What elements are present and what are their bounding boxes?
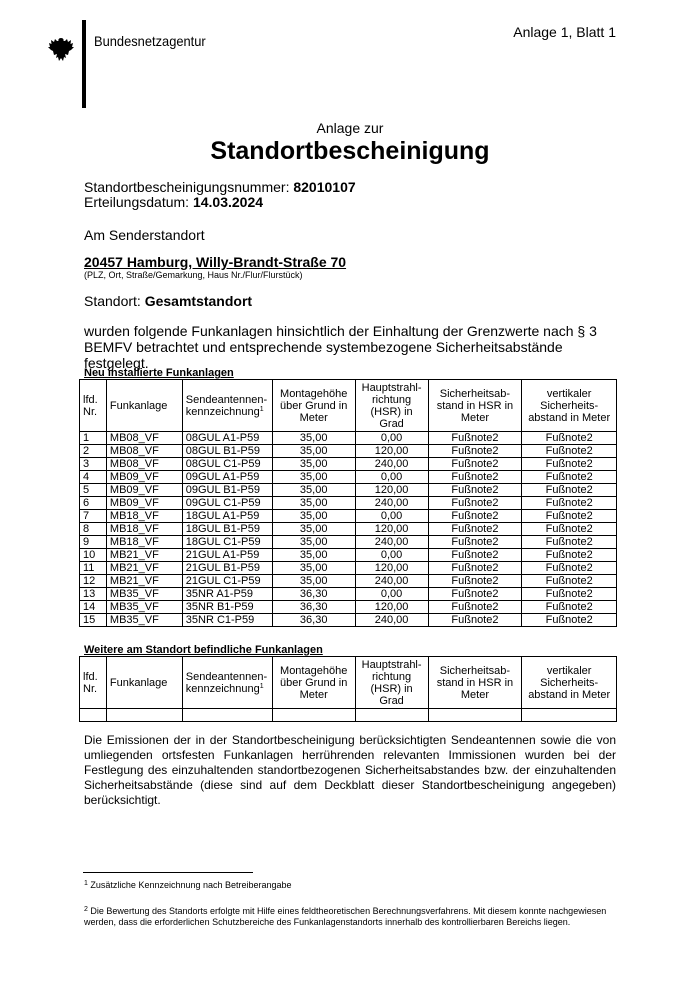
cell-vertikal: Fußnote2: [522, 445, 617, 458]
cell-sendeantennen: 09GUL C1-P59: [182, 497, 272, 510]
address-hint: (PLZ, Ort, Straße/Gemarkung, Haus Nr./Flur/Flurstück): [84, 270, 303, 280]
location-address: 20457 Hamburg, Willy-Brandt-Straße 70: [84, 254, 347, 270]
issue-date-line: [84, 194, 263, 210]
col-funkanlage: Funkanlage: [106, 657, 182, 709]
cell-funkanlage: MB21_VF: [106, 562, 182, 575]
cell-hsr: 240,00: [355, 614, 428, 627]
cell-hsr: 240,00: [355, 458, 428, 471]
cell-funkanlage: MB09_VF: [106, 471, 182, 484]
cell-sicherheitsabstand: Fußnote2: [428, 458, 522, 471]
col-montagehoehe: Montagehöhe über Grund in Meter: [272, 380, 355, 432]
issue-date: 14.03.2024: [192, 194, 264, 210]
cell-hsr: 120,00: [355, 562, 428, 575]
cell-sicherheitsabstand: Fußnote2: [428, 497, 522, 510]
cell-sicherheitsabstand: Fußnote2: [428, 432, 522, 445]
other-installations-caption: Weitere am Standort befindliche Funkanlagen: [84, 644, 323, 656]
cell-sendeantennen: 18GUL A1-P59: [182, 510, 272, 523]
cell-sendeantennen: 21GUL B1-P59: [182, 562, 272, 575]
cell-sendeantennen: 09GUL A1-P59: [182, 471, 272, 484]
cell-montagehoehe: 36,30: [272, 614, 355, 627]
cell-sendeantennen: 18GUL B1-P59: [182, 523, 272, 536]
cell-lfd: 7: [80, 510, 107, 523]
cell-montagehoehe: 35,00: [272, 510, 355, 523]
col-vertikal: vertikaler Sicherheits-abstand in Meter: [522, 657, 617, 709]
standort-line: [84, 293, 252, 309]
cell-vertikal: Fußnote2: [522, 588, 617, 601]
cell-funkanlage: MB08_VF: [106, 458, 182, 471]
col-hsr: Hauptstrahl-richtung (HSR) in Grad: [355, 657, 428, 709]
table-row: [80, 588, 617, 601]
cell-vertikal: Fußnote2: [522, 432, 617, 445]
certificate-number: 82010107: [293, 179, 356, 195]
cell-lfd: 4: [80, 471, 107, 484]
issue-date-label: Erteilungsdatum:: [84, 194, 190, 210]
footnote-1-ref: 1: [259, 682, 264, 690]
cell-lfd: 5: [80, 484, 107, 497]
table-row: [80, 484, 617, 497]
table-row: [80, 497, 617, 510]
cell-hsr: 0,00: [355, 510, 428, 523]
footnote-2: $^2$ Die Bewertung des Standorts erfolgte mit Hilfe eines feldtheoretischen Berechnungsverfahrens. Mit diesem konnte nachgewiesen werden, dass die erforderlichen Schutzbereiche des Funkanlagenstandorts innerhalb des kontrollierbaren Bereichs liegen.: [84, 906, 607, 927]
cell-sendeantennen: 35NR C1-P59: [182, 614, 272, 627]
cell-hsr: 120,00: [355, 523, 428, 536]
col-sicherheitsabstand: Sicherheitsab-stand in HSR in Meter: [428, 657, 522, 709]
cell-vertikal: Fußnote2: [522, 471, 617, 484]
cell-funkanlage: MB35_VF: [106, 588, 182, 601]
cell-sicherheitsabstand: Fußnote2: [428, 484, 522, 497]
location-intro: Am Senderstandort: [84, 227, 205, 243]
cell-sendeantennen: 09GUL B1-P59: [182, 484, 272, 497]
col-sendeantennen: Sendeantennen-kennzeichnung$^1$: [182, 380, 272, 432]
table-row: [80, 709, 617, 722]
cell-montagehoehe: 35,00: [272, 458, 355, 471]
cell-funkanlage: MB35_VF: [106, 614, 182, 627]
cell-hsr: 0,00: [355, 549, 428, 562]
cell-montagehoehe: 35,00: [272, 523, 355, 536]
cell-vertikal: Fußnote2: [522, 510, 617, 523]
cell-lfd: 8: [80, 523, 107, 536]
table-row: [80, 458, 617, 471]
col-montagehoehe: Montagehöhe über Grund in Meter: [272, 657, 355, 709]
cell-lfd: 2: [80, 445, 107, 458]
cell-sicherheitsabstand: Fußnote2: [428, 445, 522, 458]
table-row: [80, 523, 617, 536]
cell-hsr: 0,00: [355, 588, 428, 601]
cell-sendeantennen: 35NR A1-P59: [182, 588, 272, 601]
cell-vertikal: Fußnote2: [522, 497, 617, 510]
new-installations-table: [79, 379, 617, 627]
cell-vertikal: Fußnote2: [522, 549, 617, 562]
cell-montagehoehe: 36,30: [272, 588, 355, 601]
cell-montagehoehe: 35,00: [272, 562, 355, 575]
cell-lfd: 11: [80, 562, 107, 575]
cell-sicherheitsabstand: Fußnote2: [428, 588, 522, 601]
cell-sendeantennen: 21GUL A1-P59: [182, 549, 272, 562]
intro-text: wurden folgende Funkanlagen hinsichtlich der Einhaltung der Grenzwerte nach § 3 BEMFV betrachtet und entsprechende systembezogene Sicherheitsabstände festgelegt.: [84, 323, 597, 371]
cell-sendeantennen: 18GUL C1-P59: [182, 536, 272, 549]
cell-montagehoehe: 35,00: [272, 445, 355, 458]
cell-hsr: 120,00: [355, 601, 428, 614]
cell-montagehoehe: 35,00: [272, 471, 355, 484]
col-sendeantennen: Sendeantennen-kennzeichnung$^1$: [182, 657, 272, 709]
table-row: [80, 471, 617, 484]
cell-sendeantennen: 08GUL B1-P59: [182, 445, 272, 458]
table-row: [80, 562, 617, 575]
cell-montagehoehe: 35,00: [272, 497, 355, 510]
footnote-divider: [83, 872, 253, 873]
anlage-label: Anlage 1, Blatt 1: [513, 24, 616, 40]
new-installations-caption: Neu installierte Funkanlagen: [84, 367, 234, 379]
standort-value: Gesamtstandort: [144, 293, 253, 309]
cell-sendeantennen: 35NR B1-P59: [182, 601, 272, 614]
cell-lfd: 3: [80, 458, 107, 471]
cell-funkanlage: MB18_VF: [106, 510, 182, 523]
cell-hsr: 120,00: [355, 445, 428, 458]
cell-vertikal: Fußnote2: [522, 536, 617, 549]
cell-funkanlage: MB21_VF: [106, 575, 182, 588]
cell-vertikal: Fußnote2: [522, 484, 617, 497]
cell-montagehoehe: 35,00: [272, 432, 355, 445]
cell-hsr: 240,00: [355, 497, 428, 510]
cell-funkanlage: MB35_VF: [106, 601, 182, 614]
col-lfd: lfd. Nr.: [80, 657, 107, 709]
cell-sendeantennen: 08GUL A1-P59: [182, 432, 272, 445]
cell-vertikal: Fußnote2: [522, 575, 617, 588]
table-row: [80, 575, 617, 588]
other-installations-table: [79, 656, 617, 722]
table-row: [80, 432, 617, 445]
certificate-number-line: [84, 179, 356, 195]
cell-vertikal: Fußnote2: [522, 601, 617, 614]
cell-funkanlage: MB09_VF: [106, 497, 182, 510]
cell-sicherheitsabstand: Fußnote2: [428, 562, 522, 575]
col-vertikal: vertikaler Sicherheits-abstand in Meter: [522, 380, 617, 432]
federal-eagle-logo-icon: [48, 36, 74, 64]
cell-lfd: 13: [80, 588, 107, 601]
table-row: [80, 549, 617, 562]
cell-vertikal: Fußnote2: [522, 614, 617, 627]
emission-text: Die Emissionen der in der Standortbescheinigung berücksichtigten Sendeantennen sowie die von umliegenden ortsfesten Funkanlagen herrührenden relevanten Immissionen wurden bei der Festlegung des einzuhaltenden standortbezogenen Sicherheitsabstandes bzw. der einzuhaltenden Sicherheitsabstände (diese sind auf dem Deckblatt dieser Standortbescheinigung angegeben) berücksichtigt.: [84, 733, 616, 807]
cell-sicherheitsabstand: Fußnote2: [428, 523, 522, 536]
cell-lfd: 12: [80, 575, 107, 588]
standort-label: Standort:: [84, 293, 141, 309]
table-row: [80, 601, 617, 614]
table-row: [80, 445, 617, 458]
table-row: [80, 510, 617, 523]
cell-lfd: 15: [80, 614, 107, 627]
cell-vertikal: Fußnote2: [522, 458, 617, 471]
cell-hsr: 0,00: [355, 432, 428, 445]
cell-vertikal: Fußnote2: [522, 523, 617, 536]
footnote-1-ref: 1: [259, 405, 264, 413]
col-funkanlage: Funkanlage: [106, 380, 182, 432]
col-sicherheitsabstand: Sicherheitsab-stand in HSR in Meter: [428, 380, 522, 432]
certificate-number-label: Standortbescheinigungsnummer:: [84, 179, 290, 195]
col-lfd: lfd. Nr.: [80, 380, 107, 432]
cell-montagehoehe: 35,00: [272, 549, 355, 562]
cell-sicherheitsabstand: Fußnote2: [428, 549, 522, 562]
cell-funkanlage: MB08_VF: [106, 432, 182, 445]
cell-sicherheitsabstand: Fußnote2: [428, 510, 522, 523]
cell-montagehoehe: 35,00: [272, 575, 355, 588]
cell-funkanlage: MB08_VF: [106, 445, 182, 458]
cell-funkanlage: MB09_VF: [106, 484, 182, 497]
cell-sicherheitsabstand: Fußnote2: [428, 575, 522, 588]
cell-lfd: 9: [80, 536, 107, 549]
cell-sendeantennen: 08GUL C1-P59: [182, 458, 272, 471]
cell-hsr: 0,00: [355, 471, 428, 484]
cell-funkanlage: MB21_VF: [106, 549, 182, 562]
cell-funkanlage: MB18_VF: [106, 523, 182, 536]
cell-lfd: 6: [80, 497, 107, 510]
cell-montagehoehe: 35,00: [272, 484, 355, 497]
cell-hsr: 120,00: [355, 484, 428, 497]
cell-hsr: 240,00: [355, 536, 428, 549]
cell-vertikal: Fußnote2: [522, 562, 617, 575]
page-title: Standortbescheinigung: [210, 137, 490, 165]
table-row: [80, 536, 617, 549]
cell-lfd: 1: [80, 432, 107, 445]
cell-sicherheitsabstand: Fußnote2: [428, 614, 522, 627]
cell-sendeantennen: 21GUL C1-P59: [182, 575, 272, 588]
agency-name: Bundesnetzagentur: [94, 33, 206, 49]
cell-montagehoehe: 35,00: [272, 536, 355, 549]
header-divider: [82, 20, 86, 108]
cell-sicherheitsabstand: Fußnote2: [428, 471, 522, 484]
cell-lfd: 14: [80, 601, 107, 614]
cell-sicherheitsabstand: Fußnote2: [428, 536, 522, 549]
table-row: [80, 614, 617, 627]
cell-funkanlage: MB18_VF: [106, 536, 182, 549]
footnote-1: $^1$ Zusätzliche Kennzeichnung nach Betreiberangabe: [84, 880, 292, 890]
subtitle: Anlage zur: [316, 120, 384, 136]
cell-lfd: 10: [80, 549, 107, 562]
cell-montagehoehe: 36,30: [272, 601, 355, 614]
cell-hsr: 240,00: [355, 575, 428, 588]
cell-sicherheitsabstand: Fußnote2: [428, 601, 522, 614]
col-hsr: Hauptstrahl-richtung (HSR) in Grad: [355, 380, 428, 432]
